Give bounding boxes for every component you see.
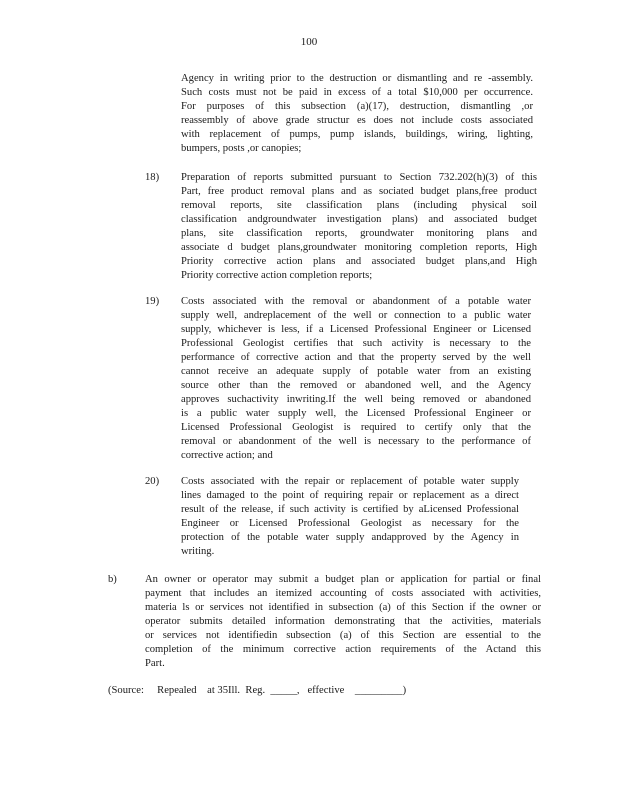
text-line: An owner or operator may submit a budget plan or application for partial or final [145, 574, 541, 585]
item-20-text [181, 475, 519, 559]
text-line: corrective action; and [181, 450, 273, 461]
text-line: or services not identifiedin subsection (a) of this Section are essential to the [145, 630, 541, 641]
item-number-18: 18) [145, 172, 160, 183]
text-line: supply well, andreplacement of the well or connection to a public water [181, 310, 531, 321]
item-number-19: 19) [145, 296, 160, 307]
subsection-b-label: b) [108, 574, 117, 585]
text-line: plans, site classification reports, groundwater monitoring plans and [181, 228, 537, 239]
text-line: Licensed Professional Geologist is required to certify only that the [181, 422, 531, 433]
text-line: operator submits detailed information demonstrating that the activities, materials [145, 616, 541, 627]
subsection-b-text [145, 573, 541, 671]
text-line: Priority corrective action plans and associated budget plans,and High [181, 256, 537, 267]
item-18-text [181, 171, 537, 283]
text-line: protection of the potable water supply andapproved by the Agency in [181, 532, 519, 543]
text-line: Engineer or Licensed Professional Geologist as necessary for the [181, 518, 519, 529]
text-line: payment that includes an itemized accounting of costs associated with activities, [145, 588, 541, 599]
text-line: approves suchactivity inwriting.If the well being removed or abandoned [181, 394, 531, 405]
text-line: Preparation of reports submitted pursuant to Section 732.202(h)(3) of this [181, 172, 537, 183]
text-line: Costs associated with the repair or replacement of potable water supply [181, 476, 519, 487]
item-number-20: 20) [145, 476, 160, 487]
text-line: cannot receive an adequate supply of potable water from an existing [181, 366, 531, 377]
text-line: Professional Geologist certifies that such activity is necessary to the [181, 338, 531, 349]
text-line: For purposes of this subsection (a)(17), destruction, dismantling ,or [181, 101, 533, 112]
text-line: lines damaged to the point of requiring repair or replacement as a direct [181, 490, 519, 501]
page-number: 100 [300, 36, 318, 48]
item-19-text [181, 295, 531, 463]
text-line: result of the release, if such activity is certified by aLicensed Professional [181, 504, 519, 515]
text-line: is a public water supply well, the Licensed Professional Engineer or [181, 408, 531, 419]
text-line: with replacement of pumps, pump islands, buildings, wiring, lighting, [181, 129, 533, 140]
text-line: Agency in writing prior to the destruction or dismantling and re -assembly. [181, 73, 533, 84]
text-line: source other than the removed or abandoned well, and the Agency [181, 380, 531, 391]
text-line: classification andgroundwater investigation plans) and associated budget [181, 214, 537, 225]
text-line: reassembly of above grade structur es does not include costs associated [181, 115, 533, 126]
text-line: Priority corrective action completion reports; [181, 270, 373, 281]
intro-paragraph [181, 72, 533, 156]
text-line: materia ls or services not identified in subsection (a) of this Section if the owner or [145, 602, 541, 613]
text-line: Costs associated with the removal or abandonment of a potable water [181, 296, 531, 307]
text-line: writing. [181, 546, 215, 557]
source-note: (Source: Repealed at 35Ill. Reg. _____, effective _________) [108, 685, 407, 696]
text-line: Such costs must not be paid in excess of a total $10,000 per occurrence. [181, 87, 533, 98]
text-line: associate d budget plans,groundwater monitoring completion reports, High [181, 242, 537, 253]
text-line: performance of corrective action and that the property served by the well [181, 352, 531, 363]
text-line: removal reports, site classification plans (including physical soil [181, 200, 537, 211]
text-line: removal or abandonment of the well is necessary to the performance of [181, 436, 531, 447]
text-line: Part. [145, 658, 165, 669]
text-line: bumpers, posts ,or canopies; [181, 143, 302, 154]
text-line: supply, whichever is less, if a Licensed Professional Engineer or Licensed [181, 324, 531, 335]
text-line: completion of the minimum corrective action requirements of the Actand this [145, 644, 541, 655]
text-line: Part, free product removal plans and as sociated budget plans,free product [181, 186, 537, 197]
